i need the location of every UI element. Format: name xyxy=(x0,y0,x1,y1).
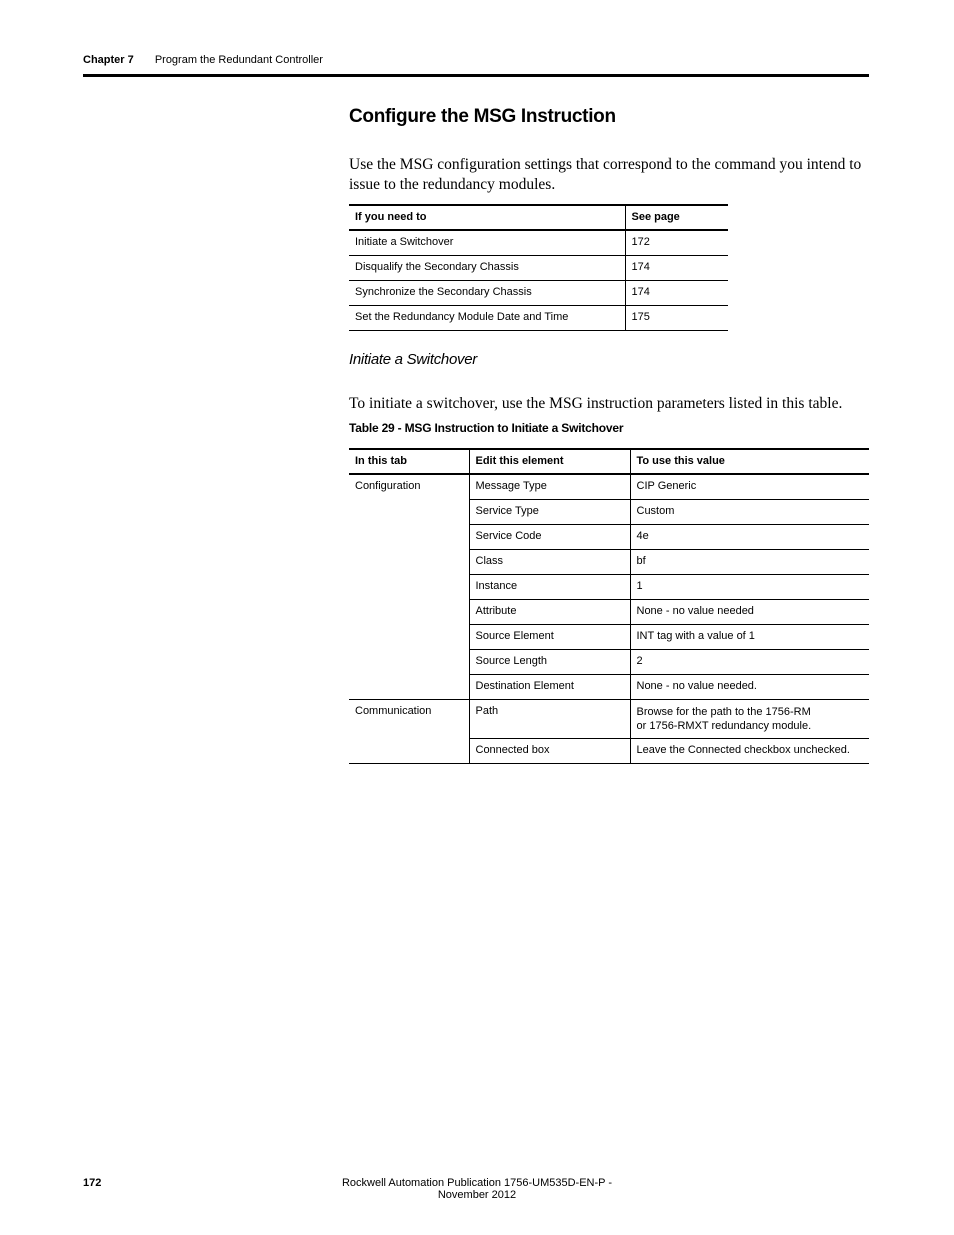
column-header: To use this value xyxy=(636,455,725,467)
chapter-title: Program the Redundant Controller xyxy=(154,54,323,66)
table-cell: None - no value needed. xyxy=(630,674,869,699)
header-rule xyxy=(83,74,869,77)
table-cell: Path xyxy=(469,699,630,738)
running-header xyxy=(83,54,323,66)
table-cell: 1 xyxy=(630,574,869,599)
table-cell: 172 xyxy=(631,236,650,248)
table-row xyxy=(349,280,728,305)
table-cell: Class xyxy=(469,549,630,574)
table-row xyxy=(349,474,869,499)
table-cell xyxy=(630,699,869,738)
intro-paragraph: Use the MSG configuration settings that correspond to the command you intend to issue to the redundancy modules. xyxy=(349,156,862,193)
column-header: See page xyxy=(631,211,680,223)
table-cell: 4e xyxy=(630,524,869,549)
column-header: If you need to xyxy=(349,205,625,230)
table-cell: Source Length xyxy=(469,649,630,674)
table-cell: CIP Generic xyxy=(630,474,869,499)
table-cell: Message Type xyxy=(469,474,630,499)
table-cell: Leave the Connected checkbox unchecked. xyxy=(630,738,869,763)
table-row xyxy=(349,699,869,738)
table-cell: Source Element xyxy=(469,624,630,649)
table-cell: bf xyxy=(630,549,869,574)
table-row xyxy=(349,230,728,255)
msg-parameters-table xyxy=(349,448,869,764)
table-cell: Initiate a Switchover xyxy=(349,230,625,255)
column-header: In this tab xyxy=(349,449,469,474)
subsection-title: Initiate a Switchover xyxy=(349,351,477,368)
table-cell: Set the Redundancy Module Date and Time xyxy=(349,305,625,330)
tab-cell: Communication xyxy=(349,699,469,763)
table-cell: 175 xyxy=(631,310,650,323)
chapter-label: Chapter 7 xyxy=(83,54,134,66)
table-cell: Service Type xyxy=(469,499,630,524)
table-row xyxy=(349,255,728,280)
table-cell: 174 xyxy=(631,285,650,298)
table-cell: Connected box xyxy=(469,738,630,763)
subsection-paragraph: To initiate a switchover, use the MSG instruction parameters listed in this table. xyxy=(349,395,843,412)
table-cell: Destination Element xyxy=(469,674,630,699)
table-caption: Table 29 - MSG Instruction to Initiate a Switchover xyxy=(349,421,624,435)
table-cell: Instance xyxy=(469,574,630,599)
table-row xyxy=(349,305,728,330)
table-cell: 2 xyxy=(630,649,869,674)
table-cell: Synchronize the Secondary Chassis xyxy=(349,280,625,305)
tab-cell: Configuration xyxy=(349,474,469,699)
path-value: Browse for the path to the 1756-RM or 1756-RMXT redundancy module. xyxy=(636,705,812,732)
command-reference-table xyxy=(349,204,728,331)
table-cell: 174 xyxy=(631,260,650,273)
column-header: Edit this element xyxy=(469,449,630,474)
table-cell: Service Code xyxy=(469,524,630,549)
table-cell: Attribute xyxy=(469,599,630,624)
table-cell: Custom xyxy=(630,499,869,524)
publication-footer: Rockwell Automation Publication 1756-UM535D-EN-P - November 2012 xyxy=(341,1177,613,1201)
table-cell: INT tag with a value of 1 xyxy=(630,624,869,649)
table-header-row xyxy=(349,205,728,230)
section-title: Configure the MSG Instruction xyxy=(349,106,616,127)
table-cell: None - no value needed xyxy=(630,599,869,624)
table-cell: Disqualify the Secondary Chassis xyxy=(349,255,625,280)
table-header-row xyxy=(349,449,869,474)
page-number: 172 xyxy=(83,1177,102,1189)
